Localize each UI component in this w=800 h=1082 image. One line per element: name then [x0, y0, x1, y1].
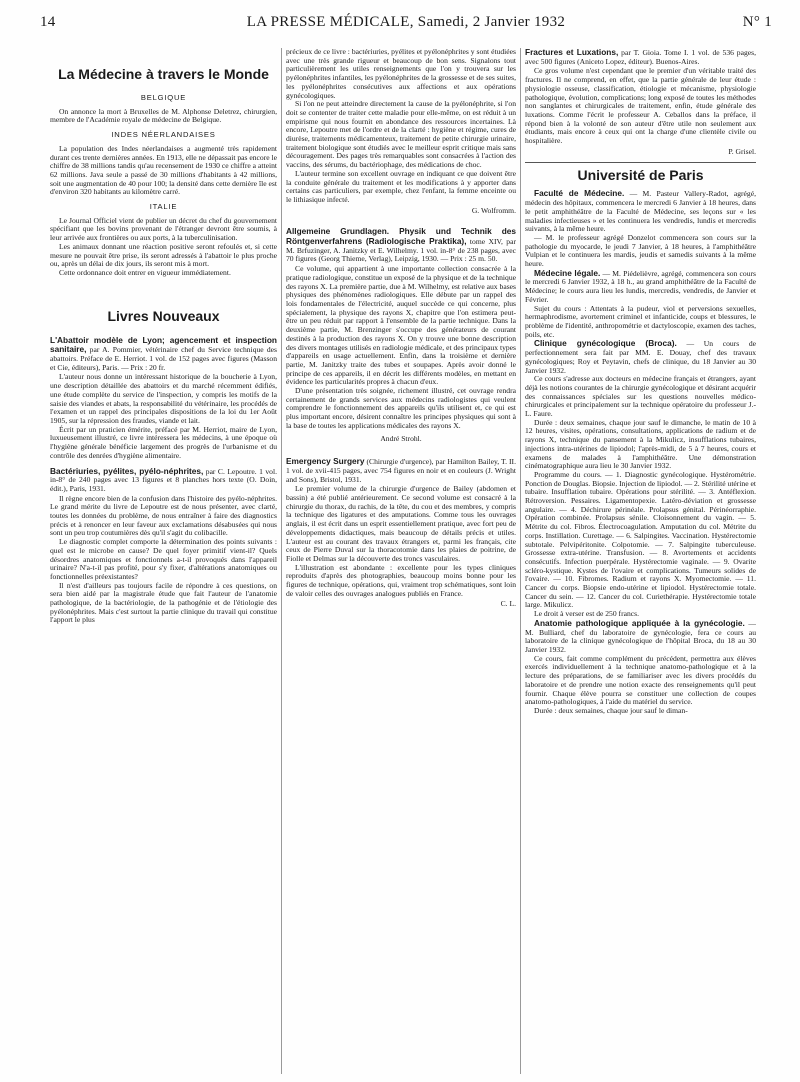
book-reference: par C. Lepoutre. 1 vol. in-8° de 240 pages avec 13 figures et 8 planches hors texte (O. Doin, édit.), Paris, 1931. — [50, 466, 277, 493]
country-heading: BELGIQUE — [140, 93, 187, 102]
review-paragraph: L'auteur termine son excellent ouvrage en indiquant ce que doivent être la conduite générale du traitement et les modifications à y apporter dans certains cas particuliers, par exemple, chez l'enfant, la femme enceinte ou le lithiasique infecté. — [286, 168, 516, 204]
issue-number: N° 1 — [742, 14, 772, 30]
review-paragraph: L'auteur nous donne un intéressant historique de la boucherie à Lyon, une description détaillée des abattoirs et du marché récemment édifiés, une étude complète du service de l'inspection, y compris les motifs de la saisie des viandes et abats, la responsabilité du vétérinaire, les procédés de l'examen et un rappel des principales dispositions de la loi du 1er Août 1905, sur la répression des fraudes, viande et lait. — [50, 372, 277, 425]
notice-paragraph: Programme du cours. — 1. Diagnostic gynécologique. Hystérométrie. Ponction de Douglas. Biopsie. Injection de lipiodol. — 2. Stérilité utérine et tubaire. Insufflation tubaire. Opérations pour stérilité. — 3. Antéflexion. Rétroversion. Pessaires. Ligamentopexie. Latéro-déviation et grossesse angulaire. — 4. Déchirure périnéale. Prolapsus génital. Périnéorraphie. Opération combinée. Prolapsus sénile. Cloisonnement du vagin. — 5. Métrite du col. Fibros. Électrocoagulation. Amputation du col. Métrite du corps. Instillation. Curettage. — 6. Salpingites. Vaccination. Hystérectomie subtotale. Pelvipéritonite. Colpotomie. — 7. Salpingite tuberculeuse. Grossesse extra-utérine. Transfusion. — 8. Avortements et accidents consécutifs. Infection puerpérale. Hystérectomie vaginale. — 9. Ovarite scléro-kystique. Kystes de l'ovaire et complications. Tumeurs solides de l'ovaire. — 10. Fibromes. Radium et rayons X. Myomectomie. — 11. Cancer du corps. Biopsie endo-utérine et lipiodol. Hystérectomie totale. Cancer du sein. — 12. Cancer du col. Curiethérapie. Hystérectomie totale large. Mikulicz. — [525, 469, 756, 610]
section-rule — [525, 162, 756, 163]
book-reference: par T. Gioia. Tome I. 1 vol. de 536 pages, avec 500 figures (Aniceto Lopez, éditeur). Buenos-Aires. — [525, 48, 756, 66]
notice-title: Faculté de Médecine. — [534, 188, 625, 199]
notice-paragraph: Médecine légale. — M. Piédelièvre, agrégé, commencera son cours le mercredi 6 Janvier 1932, à 18 h., au grand amphithéâtre de la Faculté de Médecine; le cours aura lieu les lundis, mercredis, vendredis, de Janvier et Février. — [525, 267, 756, 304]
book-entry — [286, 227, 516, 264]
column-divider — [281, 48, 282, 1074]
notice-paragraph: Ce cours s'adresse aux docteurs en médecine français et étrangers, ayant déjà les notions courantes de la chirurgie gynécologique et désirant acquérir des connaissances spéciales sur les questions nouvelles médico-chirurgicales et principalement sur la technique opératoire du professeur J.-L. Faure. — [525, 374, 756, 419]
review-paragraph: Le diagnostic complet comporte la détermination des points suivants : quel est le microbe en cause? De quel foyer primitif vient-il? Quels désordres anatomiques et fonctionnels a-t-il provoqués dans l'appareil urinaire? N'a-t-il pas profité, pour s'y fixer, d'altérations anatomiques ou fonctionnelles préexistantes? — [50, 537, 277, 581]
review-paragraph: Il règne encore bien de la confusion dans l'histoire des pyélo-néphrites. Le grand mérite du livre de Lepoutre est de nous présenter, avec clarté, toutes les données du problème, de nous entraîner à faire des diagnostics précis et à renoncer en leur faveur aux exclamations désabusées qui nous sont un peu trop coutumières dès qu'il s'agit du colibacille. — [50, 493, 277, 538]
book-entry — [525, 48, 756, 66]
notice-paragraph: Ce cours, fait comme complément du précédent, permettra aux élèves exercés individuellement à la technique anatomo-pathologique et à la lecture des préparations, de se familiariser avec les divers procédés du laboratoire et de prendre une notion exacte des renseignements qu'il peut fournir. Chaque élève pourra se constituer une collection de coupes anatomo-pathologiques, à l'aide du matériel du service. — [525, 653, 756, 707]
notice-paragraph: Durée : deux semaines, chaque jour sauf le diman- — [534, 705, 688, 715]
news-paragraph: La population des Indes néerlandaises a augmenté très rapidement durant ces trente dernières années. En 1913, elle ne dépassait pas encore le chiffre de 38 millions tandis qu'au recensement de 1930 ce chiffre a atteint 62 millions. Java seule a passé de 30 millions d'habitants à 42 millions, soit une augmentation de 40 pour 100; la densité dans cette dernière île est d'environ 320 habitants au kilomètre carré. — [50, 143, 277, 197]
book-reference: par A. Pommier, vétérinaire chef du Service technique des abattoirs. Préface de E. Herriot. 1 vol. de 152 pages avec figures (Masson et Cie, éditeurs), Paris. — Prix : 20 fr. — [50, 345, 277, 372]
book-title: Emergency Surgery — [286, 456, 365, 467]
notice-paragraph: Clinique gynécologique (Broca). — Un cours de perfectionnement sera fait par MM. E. Douay, chef des travaux gynécologiques; Roy et Peytavin, chefs de clinique, du 18 Janvier au 30 Janvier 1932. — [525, 338, 756, 375]
page-header — [40, 14, 772, 36]
section-title: La Médecine à travers le Monde — [58, 66, 269, 82]
notice-paragraph: Faculté de Médecine. — M. Pasteur Vallery-Radot, agrégé, médecin des hôpitaux, commencera le mercredi 6 Janvier à 18 heures, dans le petit amphithéâtre de la Faculté de Médecine, ses leçons sur « les maladies infectieuses » et les continuera les vendredis, lundis et mercredis suivants, à la même heure. — [525, 188, 756, 234]
column-divider — [520, 48, 521, 1074]
book-title: Allgemeine Grundlagen. Physik und Technik des Röntgenverfahrens (Radiologische Praktika), — [286, 226, 516, 247]
country-heading: INDES NÉERLANDAISES — [111, 130, 216, 140]
page-number: 14 — [40, 14, 56, 30]
review-paragraph: Il n'est d'ailleurs pas toujours facile de répondre à ces questions, on sera bien aidé par la magistrale étude que fait l'auteur de l'anatomie pathologique, de la bactériologie, de la pathogénie et de l'étiologie des pyélonéphrites. Mais c'est surtout la partie clinique du travail qui constitue l'apport le plus — [50, 580, 277, 625]
column-2 — [286, 48, 516, 1076]
book-title: Bactériuries, pyélites, pyélo-néphrites, — [50, 465, 204, 476]
review-paragraph: Ce volume, qui appartient à une importante collection consacrée à la pratique radiologique, constitue un exposé de la physique et de la technique des rayons X. La première partie, due à M. Wilhelmy, est relative aux bases physiques des phénomènes radiologiques. Elle débute par un rappel des lois fondamentales de l'électricité, auquel succède ce qui concerne, plus spécialement, la physique des rayons X, chapitre que l'on estimera peut-être un peu réduit par rapport à l'ensemble de la partie technique. Dans la deuxième partie, M. Brenzinger s'occupe des générateurs de courant destinés à la production des rayons X. On y trouve une bonne description des divers montages utilisés en radiologie médicale, et des principaux types d'appareils en usage actuellement. Enfin, dans la troisième et dernière partie, M. Janitzky traite des tubes et soupapes. Après avoir donné le principe de ces appareils, il en décrit les différents modèles, en mettant en évidence les particularités propres à chacun d'eux. — [286, 264, 516, 387]
notice-paragraph: — M. le professeur agrégé Donzelot commencera son cours sur la pathologie du myocarde, le jeudi 7 Janvier, à 18 heures, à l'amphithéâtre Vulpian et le continuera les mardis, jeudis et samedis suivants à la même heure. — [525, 232, 756, 269]
book-entry — [50, 336, 277, 373]
book-title: L'Abattoir modèle de Lyon; agencement et inspection sanitaire, — [50, 334, 277, 355]
author-signature: P. Grisel. — [728, 146, 756, 156]
notice-paragraph: Le droit à verser est de 250 francs. — [534, 609, 640, 619]
review-paragraph: Le premier volume de la chirurgie d'urgence de Bailey (abdomen et bassin) a été publié antérieurement. Ce second volume est consacré à la chirurgie du thorax, du rachis, de la tête, du cou et des membres, y compris la technique des ligatures et des amputations. Comme tous les ouvrages anglais, il est écrit dans un esprit essentiellement pratique, avec fort peu de développements didactiques, mais beaucoup de détails précis et utiles. L'auteur est au courant des travaux étrangers et, parmi les français, cite ceux de Pierre Duval sur la thoracotomie dans les plaies de poitrine, de Fiolle et Delmas sur la découverte des troncs vasculaires. — [286, 484, 516, 563]
review-paragraph: D'une présentation très soignée, richement illustré, cet ouvrage rendra certainement de grands services aux médecins radiologistes qui veulent comprendre le fonctionnement des appareils qu'ils utilisent et, ce qui est plus important encore, désirent connaître les principes physiques qui sont à la base de toutes les applications médicales des rayons X. — [286, 386, 516, 430]
notice-title: Médecine légale. — [534, 267, 601, 278]
country-heading: ITALIE — [149, 202, 178, 212]
notice-title: Clinique gynécologique (Broca). — [534, 338, 677, 349]
author-signature: G. Wolfromm. — [471, 205, 516, 215]
book-entry — [286, 457, 516, 484]
review-paragraph: L'illustration est abondante : excellente pour les types cliniques reproduits d'après des photographies, beaucoup moins bonne pour les figures de technique, opérations, qui, vraiment trop schématiques, sont loin de valoir celles des ouvrages analogues publiés en France. — [286, 562, 516, 598]
notice-paragraph: Anatomie pathologique appliquée à la gynécologie. — M. Bulliard, chef du laboratoire de gynécologie, fera ce cours au laboratoire de la clinique gynécologique de l'hôpital Broca, du 18 au 30 Janvier 1932. — [525, 617, 756, 654]
review-paragraph: Si l'on ne peut atteindre directement la cause de la pyélonéphrite, si l'on doit se contenter de traiter cette maladie pour elle-même, on est réduit à un empirisme qui nous fournit en abondance des ressources incertaines. Là encore, Lepoutre met de l'ordre et de la clarté : hygiène et régime, cures de diurèse, traitements médicamenteux, traitement de petite chirurgie urinaire, traitement biologique sont étudiés avec le meilleur esprit critique mais sans découragement. Des pages très remarquables sont consacrées à l'action des vaccins, des sérums, du bactériophage, des médications de choc. — [286, 99, 516, 170]
book-reference: (Chirurgie d'urgence), par Hamilton Bailey, T. II. 1 vol. de xvii-415 pages, avec 754 figures en noir et en couleurs (J. Wright and Sons), Bristol, 1931. — [286, 457, 516, 484]
journal-title: LA PRESSE MÉDICALE, Samedi, 2 Janvier 1932 — [246, 14, 566, 30]
section-title: Livres Nouveaux — [107, 307, 220, 324]
news-paragraph: On annonce la mort à Bruxelles de M. Alphonse Deletrez, chirurgien, membre de l'Académie royale de médecine de Belgique. — [50, 106, 277, 125]
column-3 — [525, 48, 756, 1076]
notice-paragraph: Sujet du cours : Attentats à la pudeur, viol et perversions sexuelles, hermaphrodisme, avortement criminel et infanticide, coups et blessures, le problème de l'identité, anthropométrie et dactyloscopie, examen des taches, poils, etc. — [525, 303, 756, 339]
news-paragraph: Cette ordonnance doit entrer en vigueur immédiatement. — [59, 267, 231, 277]
news-paragraph: Les animaux donnant une réaction positive seront refoulés et, si cette mesure ne pouvait être prise, ils seront adressés à l'abattoir le plus proche ou, après un délai de dix jours, ils seront mis à mort. — [50, 241, 277, 269]
section-title: Université de Paris — [577, 167, 704, 184]
notice-paragraph: Durée : deux semaines, chaque jour sauf le dimanche, le matin de 10 à 12 heures, visites, opérations, consultations, applications de radium et de rayons X, technique du pansement à la Mikulicz, insufflations tubaires, injections intra-utérines de lipiodol; l'après-midi, de 5 à 7 heures, cours et examens de malades à l'amphithéâtre. Une démonstration cinématographique aura lieu le 30 Janvier 1932. — [525, 417, 756, 471]
book-title: Fractures et Luxations, — [525, 48, 619, 57]
notice-title: Anatomie pathologique appliquée à la gynécologie. — [534, 617, 745, 628]
column-1 — [50, 48, 277, 1076]
review-paragraph: précieux de ce livre : bactériuries, pyélites et pyélonéphrites y sont étudiées avec une très grande rigueur et beaucoup de bon sens. Signalons tout particulièrement les utiles renseignements que l'on y trouvera sur les pyélonéphrites infantiles, les pyélonéphrites de la grossesse et de ses suites, les pyélonéphrites consécutives aux affections et aux opérations gynécologiques. — [286, 48, 516, 100]
book-reference: tome XIV, par M. Brfuzinger, A. Janitzky et E. Wilhelmy. 1 vol. in-8° de 238 pages, avec 70 figures (Georg Thieme, Verlag), Leipzig, 1930. — Prix : 25 m. 50. — [286, 237, 516, 264]
author-signature: C. L. — [500, 599, 516, 609]
review-paragraph: Ce gros volume n'est cependant que le premier d'un véritable traité des fractures. Il ne comprend, en effet, que la partie générale de leur étude : physiologie osseuse, classification, étiologie et mécanisme, physiologie pathologique, évolution, complications; long exposé de toutes les méthodes non sanglantes et chirurgicales de traitement, enfin, étude générale des luxations. Comme l'écrit le professeur A. Ceballos dans la préface, il répond bien à la volonté de son auteur d'être utile non seulement aux étudiants, mais encore à ceux qui ont la charge d'une clientèle civile ou hospitalière. — [525, 66, 756, 146]
author-signature: André Strohl. — [380, 433, 422, 443]
book-entry — [50, 467, 277, 494]
review-paragraph: Écrit par un praticien émérite, préfacé par M. Herriot, maire de Lyon, luxueusement illustré, ce livre intéressera les médecins, à une époque où l'hygiène générale bénéficie largement des progrès de l'urbanisme et du contrôle des denrées d'hygiène alimentaire. — [50, 424, 277, 460]
news-paragraph: Le Journal Officiel vient de publier un décret du chef du gouvernement spécifiant que les bovins provenant de l'étranger devront être soumis, à leur arrivée aux frontières ou aux ports, à la tuberculinisation. — [50, 215, 277, 243]
